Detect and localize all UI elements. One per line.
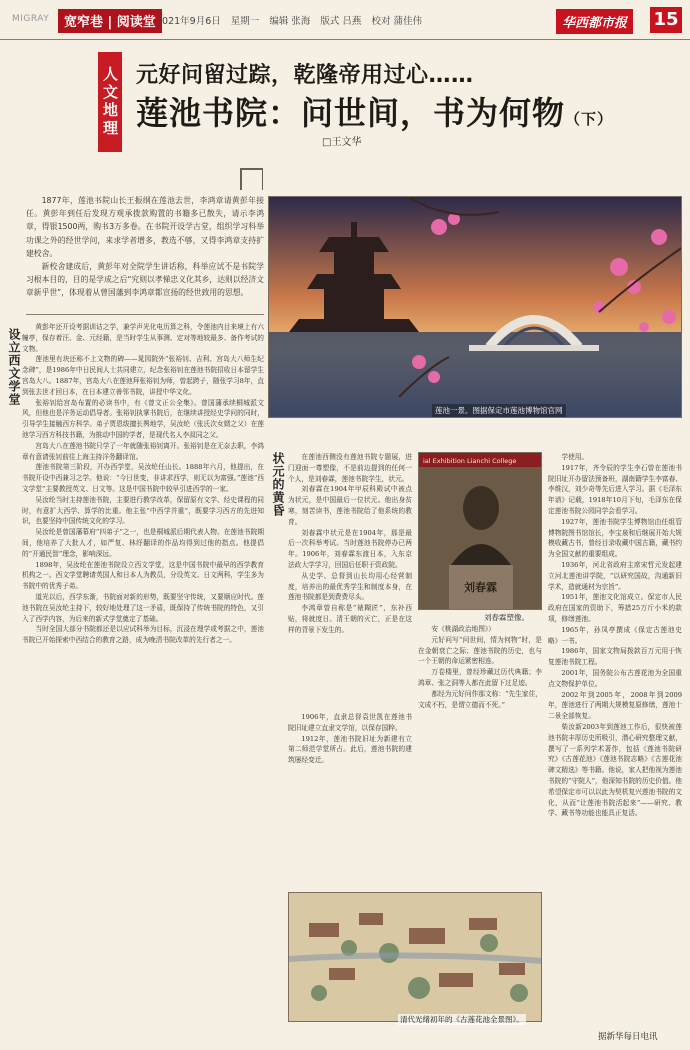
body-column-2 — [288, 452, 412, 712]
newspaper-name: 华西都市报 — [556, 9, 633, 34]
issue-date: 2021年9月6日 — [156, 16, 221, 27]
liu-chunlin-statue-photo — [418, 452, 542, 610]
body-paragraph: 宫岛大八在莲池书院只学了一年就随张裕钊离开。张裕钊是在无奈去职，李鸿章有意请张钊前往上海主持洋务翻译馆。 — [22, 441, 264, 461]
issue-meta — [156, 13, 429, 27]
body-paragraph: 1906年，直隶总督袁世凯在莲池书院旧址建立直隶文学馆，以保存国粹。 — [288, 713, 412, 732]
painting-caption: 清代光绪初年的《古莲花池全景图》。 — [400, 1015, 524, 1024]
body-paragraph: 元好问写“问世间，情为何物”时，是在金朝衰亡之际；莲池书院的历史，也与一个王朝的命运紧密相连。 — [418, 635, 542, 666]
corner-ornament-line — [262, 168, 263, 190]
body-paragraph: 1951年，莲池文化馆成立。保定市人民政府在国家的资助下，筹措25万斤小米的款项，修缮莲池。 — [548, 593, 682, 623]
lotus-pond-panorama-painting — [288, 892, 542, 1022]
body-paragraph: 2001年，国务院公布古莲花池为全国重点文物保护单位。 — [548, 668, 682, 688]
statue-plaque: 刘春霖 — [464, 581, 497, 594]
exhibition-banner: ial Exhibition Lianchi College — [423, 457, 517, 465]
body-paragraph: 张裕钊给宫岛布置的必读书中，有《曾文正公全集》。曾国藩承续桐城派文风，但他也是洋务运动倡导者。张裕钊执掌书院后，在继续讲授经史学问的同时，引导学生接触西方科学。弟子贾恩绂擅长舆地学，吴汝纶（张氏次女婿之父）在莲池学习西方科技书籍，为推动中国的学者，是现代名人李叔同之父。 — [22, 398, 264, 439]
editor-credit: 编辑 张海 — [269, 16, 311, 27]
masthead-logo: MIGRAY — [12, 14, 50, 24]
body-paragraph: 1927年，莲池书院学生博物馆由任组管博物院图书馆馆长，李宝泉和后继展开始大规模收藏古书，曾经目录收藏中国古籍，藏书约为全国文献的重要组成。 — [548, 517, 682, 559]
section-divider — [26, 314, 264, 315]
issue-weekday: 星期一 — [230, 16, 260, 27]
body-paragraph: 1965年，孙凤亭撰成《保定古莲池史略》一书。 — [548, 625, 682, 645]
body-paragraph: 万卷楼里，曾经珍藏过历代典籍；李鸿章、张之洞等人都在此留下过足迹。 — [418, 668, 542, 687]
body-paragraph: 学使用。 — [561, 453, 589, 461]
designer-credit: 版式 吕燕 — [320, 16, 362, 27]
body-paragraph: 刘春霖在1904年甲辰科殿试中被点为状元，是中国最后一位状元。他出身贫寒，刻苦读书，莲池书院给了他系统的教育。 — [288, 485, 412, 526]
body-paragraph: 从史学、总督到山长均用心经营制度，培养出的最优秀学生和制度本身，在莲池书院都是到费费尽头。 — [288, 571, 412, 602]
column-name: 宽窄巷 | 阅读堂 — [58, 9, 162, 33]
headline-line2 — [136, 88, 613, 134]
intro-paragraph: 1877年，莲池书院山长王振纲在莲池去世，李鸿章请黄彭年接任。黄彭年到任后发现方观承拨款购置的书籍多已散失，请示李鸿章，得银1500两，购书3万多卷。在书院开设学古堂，组织学习科举功课之外的经世学问，来求学者增多，教选不够，又得李鸿章支持扩建校舍。 — [26, 196, 264, 258]
body-paragraph: 在莲池西侧没有莲池书院专题展，进门迎面一尊塑像，不是前边提到的任何一个人，是刘春霖，莲池书院学生，状元。 — [288, 453, 412, 483]
body-column-3 — [418, 624, 542, 834]
body-paragraph: 道光以后，西学东渐，书院面对新的形势，既要坚守传统，又要顺应时代。莲池书院在吴汝纶主持下，较好地处理了这一矛盾，既保持了传统书院的特色，又引入了西学内容，为后来的新式学堂奠定了基础。 — [22, 592, 264, 623]
headline-line1: 元好问留过踪，乾隆帝用过心…… — [136, 63, 474, 88]
body-column-1 — [22, 322, 264, 1044]
headline-main: 莲池书院：问世间，书为何物 — [136, 94, 566, 132]
body-paragraph: 2002年到2005年，2008年到2009年，莲池进行了两期大规模复原修缮，莲池十二景全部恢复。 — [548, 690, 682, 721]
corner-ornament — [240, 168, 262, 190]
headline-suffix: （下） — [565, 110, 614, 128]
column-tag: 人文地理 — [98, 52, 122, 152]
painting-illustration — [289, 893, 542, 1022]
main-photo-caption: 莲池一景。图据保定市莲池博物馆官网 — [432, 404, 566, 417]
body-paragraph: 1986年，国家文物局拨款百万元用于恢复莲池书院工程。 — [548, 647, 682, 667]
body-paragraph: 当时全国大部分书院都还是以应试科举为目标，沉浸在理学或考据之中，莲池书院已开始探索中西结合的教育之路，成为晚清书院改革的先行者之一。 — [22, 625, 264, 645]
intro-paragraphs — [26, 194, 264, 300]
body-paragraph: 安《桃湖政治地图》） — [431, 625, 495, 633]
lianchi-scenery-illustration — [269, 197, 682, 418]
body-column-2-continued — [288, 712, 412, 892]
lianchi-scenery-photo — [268, 196, 682, 418]
body-paragraph: 莲池书院第三阶段，开办西学堂，吴汝纶任山长。1888年六月，他提出，在书院开设中西兼习之学。他说：“今日世变，非讲求西学，则无以为富强。”莲池“西文学堂”主要教授英文、日文等。这是中国书院中较早引进西学的一家。 — [22, 463, 264, 493]
body-paragraph: 吴汝纶是曾国藩幕府“四弟子”之一，也是桐城派后期代表人物。在莲池书院期间，他培养了大批人才，如严复、林纾翻译的作品均得到过他的指点。他提倡的“开通民智”理念，影响深远。 — [22, 528, 264, 558]
body-paragraph: 1898年，吴汝纶在莲池书院设立西文学堂，这是中国书院中最早的西学教育机构之一。西文学堂聘请英国人和日本人为教员，分设英文、日文两科，学生多为书院中的优秀子弟。 — [22, 560, 264, 591]
statue-photo-caption: 刘春霖塑像。 — [484, 613, 529, 622]
page-number: 15 — [650, 7, 682, 33]
section-heading-scholar-twilight: 状元的黄昏 — [271, 452, 285, 517]
body-paragraph: 李鸿章曾自称是“裱糊匠”，东补西贴，将就度日。清王朝的灭亡，正是在这样的背景下发生的。 — [288, 604, 412, 634]
body-paragraph: 都经为元好问作那文称：“先生家住，文成不朽，是谓立德而不死。” — [418, 689, 542, 709]
proof-credit: 校对 蒲佳伟 — [371, 16, 422, 27]
intro-paragraph: 新校舍建成后，黄彭年对全院学生讲话称，科举应试不是书院学习根本目的，目的是学成之后“究则以孝悌忠义化其乡，达则以经济文章新乎世”，体现着从曾国藩到李鸿章都宣扬的经世致用的思想。 — [26, 262, 264, 298]
body-paragraph: 1936年，河北省政府主席宋哲元发起建立河北莲池讲学院，“以研究国故，沟通新旧学术，造就通材为宗旨”。 — [548, 560, 682, 591]
body-paragraph: 黄彭年还开设考据训诂之学，兼学声光化电历算之科，令莲池内目来境上有六幢亭，保存着汪、金、元经籍，是当时学生从事测、定对等地较最多、备作考试的文物。 — [22, 323, 264, 353]
body-paragraph: 柴汝新2003年到莲池工作后，很快被莲池书院丰厚历史所吸引，潜心研究整理文献，撰写了一系列学术著作，包括《莲池书院研究》《古莲花池》《莲池书院志略》《古莲花池碑文精选》等书籍。他说，家人把他视为莲池书院的“守院人”，他深知书院的历史价值。他希望保定市可以以此为契机复兴莲池书院的文化，从而“让莲池书院活起来”——研究、教学、藏书等功能也能具正复活。 — [548, 722, 682, 818]
source-credit: 据新华每日电讯 — [598, 1032, 658, 1042]
section-heading-western-school: 设立西文学堂 — [7, 328, 21, 406]
body-paragraph: 1912年，莲池书院旧址为新建有立第二师范学堂所占。此后，莲池书院的建筑屡经变迁。 — [288, 734, 412, 765]
body-column-4 — [548, 452, 682, 1027]
body-paragraph: 1917年，齐令辰的学生李石曾在莲池书院旧址开办留法预备班，湖南籍学生李富春、李维汉，刘少奇等先后进入学习。据《毛泽东年谱》记载，1918年10月下旬，毛泽东在保定莲池书院公园同学会看学习。 — [548, 463, 682, 515]
body-paragraph: 莲池里有块还称不上文物的碑——晁园院外“张裕钊、吉利、宫岛大八师生纪念碑”，是1986年中日民间人士共同建立，纪念张裕钊在莲池书院招收日本留学生宫岛大八。1887年，宫岛大八在莲池拜张裕钊为师，曾起跨子，随张学习8年，直到张去世才回日本，在日本建立善邻书院，讲授中华文化。 — [22, 355, 264, 396]
page-header — [0, 0, 690, 40]
body-paragraph: 刘春霖中状元是在1904年，那是最后一次科举考试。当时莲池书院停办已两年。1906年，刘春霖东渡日本，入东京法政大学学习，回国后任职于资政院。 — [288, 528, 412, 569]
byline: □王文华 — [322, 137, 362, 148]
body-paragraph: 吴汝纶当时主持莲池书院，主要进行教学改革，保留原有文学、经史课程的同时，有意扩大西学、算学的比重。他主张“中西学并重”，既要学习西方的先进知识，也要坚持中国传统文化的学习。 — [22, 495, 264, 526]
statue-illustration — [419, 453, 542, 610]
